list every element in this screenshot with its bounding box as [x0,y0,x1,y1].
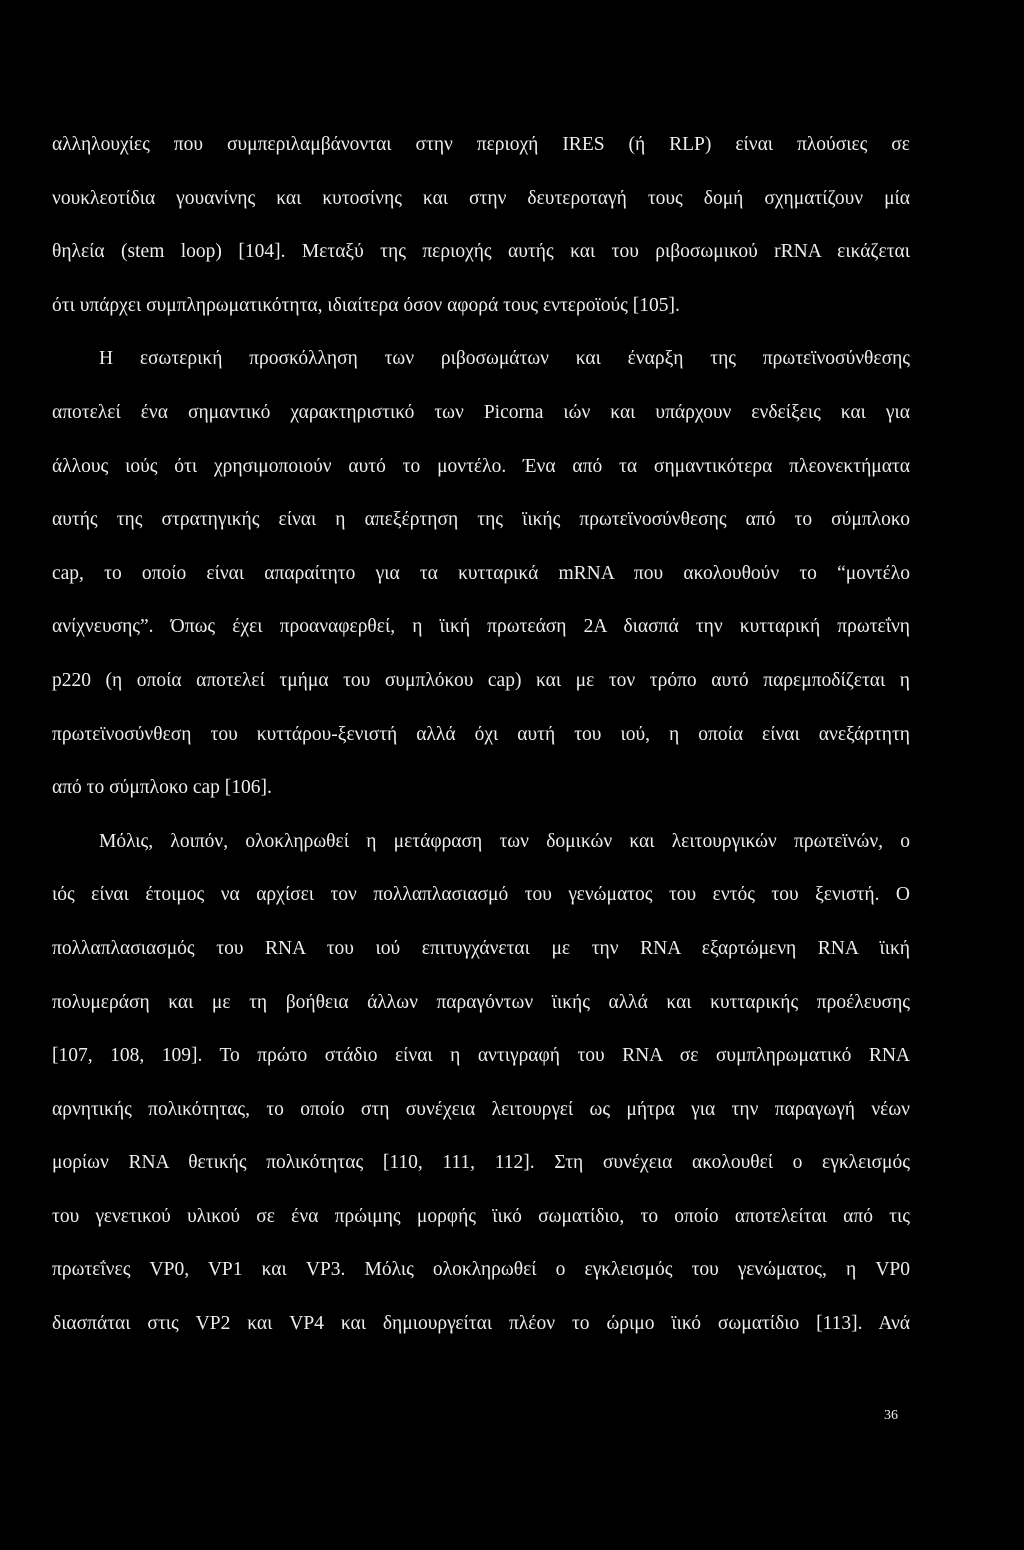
text-line: θηλεία (stem loop) [104]. Μεταξύ της περιοχής αυτής και του ριβοσωμικού rRNA εικάζεται [52,241,910,263]
text-line: Μόλις, λοιπόν, ολοκληρωθεί η μετάφραση των δομικών και λειτουργικών πρωτεϊνών, ο [99,830,910,852]
text-line: ανίχνευσης”. Όπως έχει προαναφερθεί, η ϊική πρωτεάση 2A διασπά την κυτταρική πρωτεΐνη [52,616,910,638]
page-number: 36 [884,1408,898,1423]
text-line: του γενετικού υλικού σε ένα πρώιμης μορφής ϊικό σωματίδιο, το οποίο αποτελείται από τις [52,1205,910,1227]
text-line: μορίων RNA θετικής πολικότητας [110, 111, 112]. Στη συνέχεια ακολουθεί ο εγκλεισμός [52,1152,910,1174]
text-line: διασπάται στις VP2 και VP4 και δημιουργείται πλέον το ώριμο ϊικό σωματίδιο [113]. Ανά [52,1313,910,1335]
text-line: Η εσωτερική προσκόλληση των ριβοσωμάτων και έναρξη της πρωτεϊνοσύνθεσης [99,348,910,370]
text-line: cap, το οποίο είναι απαραίτητο για τα κυτταρικά mRNA που ακολουθούν το “μοντέλο [52,562,910,584]
text-line: πρωτεΐνες VP0, VP1 και VP3. Μόλις ολοκληρωθεί ο εγκλεισμός του γενώματος, η VP0 [52,1259,910,1281]
text-line: πολλαπλασιασμός του RNA του ιού επιτυγχάνεται με την RNA εξαρτώμενη RNA ϊική [52,937,910,959]
text-line: πρωτεϊνοσύνθεση του κυττάρου-ξενιστή αλλά όχι αυτή του ιού, η οποία είναι ανεξάρτητη [52,723,910,745]
text-line: από το σύμπλοκο cap [106]. [52,777,272,799]
document-body [52,118,910,1351]
text-line: ιός είναι έτοιμος να αρχίσει τον πολλαπλασιασμό του γενώματος του εντός του ξενιστή. Ο [52,884,910,906]
text-line: πολυμεράση και με τη βοήθεια άλλων παραγόντων ϊικής αλλά και κυτταρικής προέλευσης [52,991,910,1013]
text-line: νουκλεοτίδια γουανίνης και κυτοσίνης και στην δευτεροταγή τους δομή σχηματίζουν μία [52,187,910,209]
text-line: αλληλουχίες που συμπεριλαμβάνονται στην περιοχή IRES (ή RLP) είναι πλούσιες σε [52,134,910,155]
text-line: p220 (η οποία αποτελεί τμήμα του συμπλόκου cap) και με τον τρόπο αυτό παρεμποδίζεται η [52,669,910,691]
text-line: άλλους ιούς ότι χρησιμοποιούν αυτό το μοντέλο. Ένα από τα σημαντικότερα πλεονεκτήματα [52,455,910,477]
text-line: αυτής της στρατηγικής είναι η απεξέρτηση της ϊικής πρωτεϊνοσύνθεσης από το σύμπλοκο [52,509,910,531]
text-line: αποτελεί ένα σημαντικό χαρακτηριστικό των Picorna ιών και υπάρχουν ενδείξεις και για [52,401,910,423]
text-line: [107, 108, 109]. Το πρώτο στάδιο είναι η αντιγραφή του RNA σε συμπληρωματικό RNA [52,1045,910,1067]
text-line: ότι υπάρχει συμπληρωματικότητα, ιδιαίτερα όσον αφορά τους εντεροϊούς [105]. [52,294,680,316]
text-line: αρνητικής πολικότητας, το οποίο στη συνέχεια λειτουργεί ως μήτρα για την παραγωγή νέων [52,1098,910,1120]
